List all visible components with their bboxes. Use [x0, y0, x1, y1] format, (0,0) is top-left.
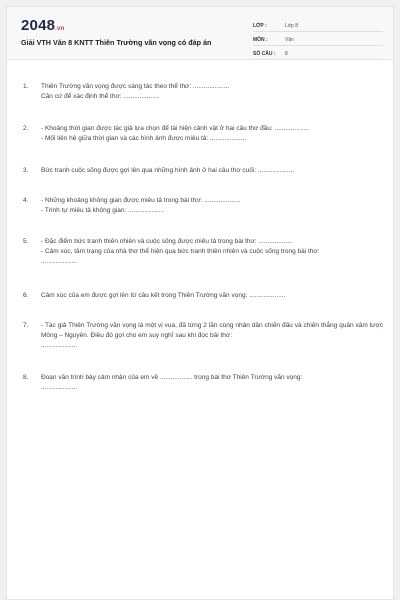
- question-line: - Những khoảng không gian được miêu tả trong bài thơ: ....................: [41, 197, 241, 204]
- question-number: 3.: [23, 167, 29, 174]
- question-line: Bức tranh cuộc sống được gợi lên qua những hình ảnh ở hai câu thơ cuối: ....................: [41, 167, 295, 174]
- question-line: ....................: [41, 258, 78, 265]
- question-number: 5.: [23, 238, 29, 245]
- meta-key: MÔN :: [253, 37, 268, 43]
- question-body: [41, 321, 383, 351]
- worksheet: [6, 6, 394, 600]
- meta-key: LỚP :: [253, 23, 267, 29]
- question-line: - Cảm xúc, tâm trạng của nhà thơ thể hiện qua bức tranh thiên nhiên và cuộc sống trong bài thơ:: [41, 248, 320, 255]
- question-line: - Trình tự miêu tả không gian: ....................: [41, 207, 165, 214]
- question-body: [41, 373, 383, 393]
- question-line: Cảm xúc của em được gợi lên từ câu kết trong Thiên Trường vãn vọng: ....................: [41, 292, 286, 299]
- question-number: 4.: [23, 197, 29, 204]
- meta-row-subject: [253, 33, 383, 46]
- question-line: Thiên Trường vãn vọng được sáng tác theo thể thơ: ....................: [41, 83, 230, 90]
- question-body: [41, 166, 383, 176]
- logo-main: 2048: [21, 17, 56, 34]
- site-logo[interactable]: [21, 17, 64, 34]
- meta-key: SỐ CÂU :: [253, 51, 276, 57]
- meta-row-class: [253, 19, 383, 32]
- question-line: Căn cứ để xác định thể thơ: ....................: [41, 93, 160, 100]
- question-body: [41, 237, 383, 267]
- logo-domain: .vn: [55, 26, 65, 32]
- meta-value: Văn: [285, 37, 294, 43]
- question-line: - Đặc điểm bức tranh thiên nhiên và cuộc sống được miêu tả trong bài thơ: ...................: [41, 238, 293, 245]
- question-number: 6.: [23, 292, 29, 299]
- question-body: [41, 82, 383, 102]
- question-number: 1.: [23, 83, 29, 90]
- question-line: ....................: [41, 384, 78, 391]
- meta-table: [253, 19, 383, 61]
- question-line: Đoạn văn trình bày cảm nhận của em về .................. trong bài thơ Thiên Trường vãn vọng:: [41, 374, 303, 381]
- question-line: - Mối liên hệ giữa thời gian và các hình ảnh được miêu tả: ....................: [41, 135, 247, 142]
- question-body: [41, 124, 383, 144]
- meta-row-count: [253, 47, 383, 60]
- meta-value: 8: [285, 51, 288, 57]
- question-body: [41, 196, 383, 216]
- page-title: Giải VTH Văn 8 KNTT Thiên Trường vãn vọng có đáp án: [21, 38, 212, 47]
- question-line: ....................: [41, 342, 78, 349]
- question-line: - Khoảng thời gian được tác giả lựa chọn để tái hiện cảnh vật ở hai câu thơ đầu: ...................: [41, 125, 309, 132]
- question-number: 7.: [23, 322, 29, 329]
- meta-value: Lớp 8: [285, 23, 299, 29]
- question-body: [41, 291, 383, 301]
- question-line: - Tác giả Thiên Trường vãn vọng là một vị vua, đã từng 2 lần cùng nhân dân chiến đấu và chiến thắng quân xâm lược Mông – Nguyên. Điều đó gợi cho em suy nghĩ sau khi đọc bài thơ:: [41, 322, 383, 339]
- question-number: 2.: [23, 125, 29, 132]
- question-number: 8.: [23, 374, 29, 381]
- header: [7, 7, 393, 60]
